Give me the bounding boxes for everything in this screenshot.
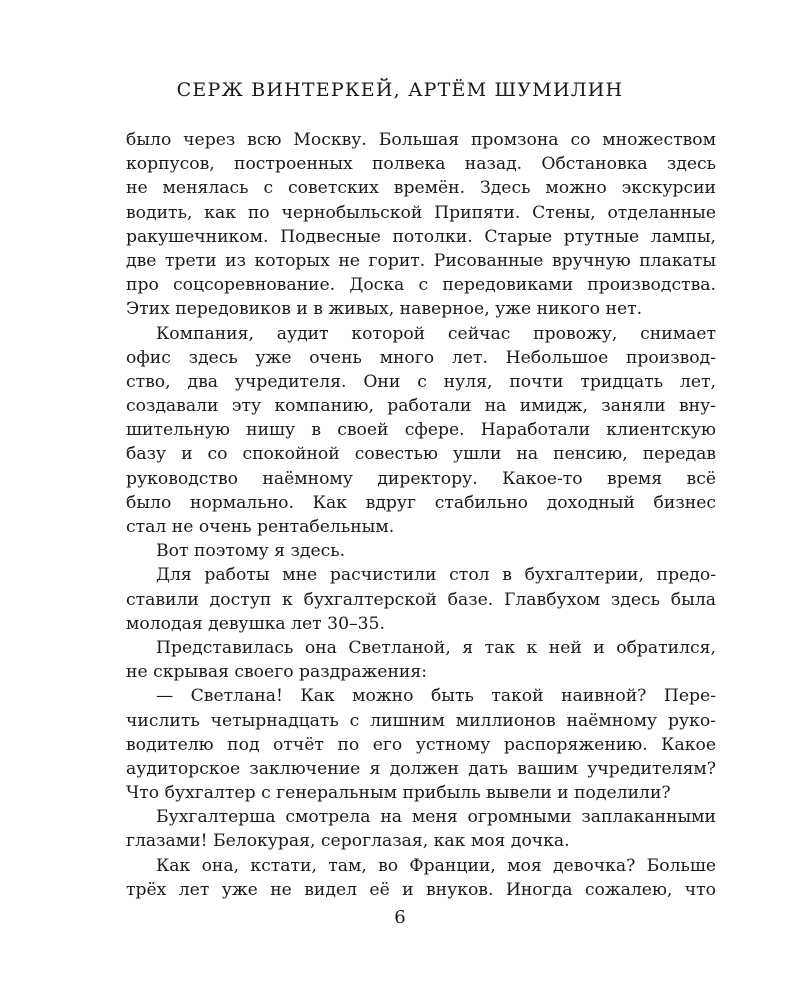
text-line: корпусов, построенных полвека назад. Обстановка здесь [126, 154, 716, 175]
text-line: было через всю Москву. Большая промзона со множеством [126, 130, 716, 150]
text-line: не скрывая своего раздражения: [126, 662, 427, 683]
text-line: глазами! Белокурая, сероглазая, как моя дочка. [126, 831, 570, 852]
text-line: Что бухгалтер с генеральным прибыль вывели и поделили? [126, 783, 671, 804]
text-line: стал не очень рентабельным. [126, 517, 395, 537]
text-line: трёх лет уже не видел её и внуков. Иногда сожалею, что [126, 879, 716, 900]
text-line: создавали эту компанию, работали на имидж, заняли вну- [126, 396, 716, 417]
text-line: базу и со спокойной совестью ушли на пенсию, передав [126, 444, 716, 465]
text-line: водить, как по чернобыльской Припяти. Стены, отделанные [126, 202, 716, 223]
text-line: Компания, аудит которой сейчас провожу, снимает [156, 323, 716, 344]
text-line: про соцсоревнование. Доска с передовиками производства. [126, 275, 716, 296]
text-line: ракушечником. Подвесные потолки. Старые ртутные лампы, [126, 226, 716, 247]
text-line: Представилась она Светланой, я так к ней и обратился, [156, 637, 716, 658]
text-line: шительную нишу в своей сфере. Наработали клиентскую [126, 420, 716, 441]
text-line: числить четырнадцать с лишним миллионов наёмному руко- [126, 710, 716, 731]
text-line: Для работы мне расчистили стол в бухгалтерии, предо- [156, 565, 716, 586]
text-line: ство, два учредителя. Они с нуля, почти тридцать лет, [126, 371, 716, 392]
text-line: было нормально. Как вдруг стабильно доходный бизнес [126, 492, 716, 513]
text-line: Вот поэтому я здесь. [156, 541, 346, 562]
text-line: две трети из которых не горит. Рисованные вручную плакаты [126, 250, 716, 271]
page-number: 6 [394, 907, 406, 928]
text-line: аудиторское заключение я должен дать вашим учредителям? [126, 758, 716, 779]
text-line: Бухгалтерша смотрела на меня огромными заплаканными [156, 807, 716, 828]
running-head: СЕРЖ ВИНТЕРКЕЙ, АРТЁМ ШУМИЛИН [176, 79, 624, 101]
text-line: Как она, кстати, там, во Франции, моя девочка? Больше [156, 855, 716, 876]
text-line: руководство наёмному директору. Какое-то время всё [126, 468, 716, 489]
text-line: молодая девушка лет 30–35. [126, 613, 385, 634]
text-line: офис здесь уже очень много лет. Небольшое производ- [126, 347, 716, 368]
text-line: не менялась с советских времён. Здесь можно экскурсии [126, 178, 716, 199]
text-line: ставили доступ к бухгалтерской базе. Главбухом здесь была [126, 589, 716, 610]
body-text [126, 128, 716, 902]
text-line: — Светлана! Как можно быть такой наивной? Пере- [156, 686, 716, 707]
text-line: Этих передовиков и в живых, наверное, уже никого нет. [126, 299, 643, 320]
text-line: водителю под отчёт по его устному распоряжению. Какое [126, 734, 716, 755]
